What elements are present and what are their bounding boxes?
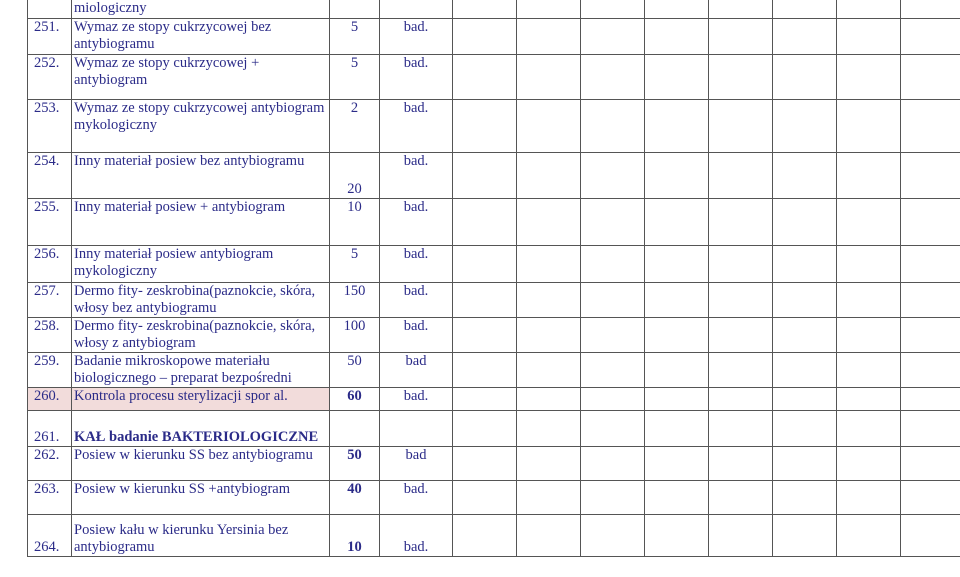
row-unit: bad. [380,199,453,246]
row-unit: bad. [380,55,453,100]
row-number: 258. [28,318,72,353]
row-quantity: 60 [330,388,380,411]
row-unit: bad. [380,153,453,199]
row-quantity: 50 [330,353,380,388]
row-number: 253. [28,100,72,153]
table-row [28,388,960,411]
row-label: miologiczny [72,0,330,19]
row-unit: bad [380,353,453,388]
price-table [27,0,960,557]
table-row [28,353,960,388]
table-row [28,100,960,153]
row-unit: bad. [380,318,453,353]
table-row [28,199,960,246]
row-unit: bad [380,447,453,481]
row-label: Wymaz ze stopy cukrzycowej + antybiogram [72,55,330,100]
row-label: Posiew w kierunku SS +antybiogram [72,481,330,515]
table-row [28,447,960,481]
row-number: 252. [28,55,72,100]
row-quantity [330,411,380,447]
table-row [28,411,960,447]
row-unit: bad. [380,19,453,55]
row-number: 254. [28,153,72,199]
table-row [28,481,960,515]
row-quantity: 150 [330,283,380,318]
row-unit: bad. [380,283,453,318]
row-label: Dermo fity- zeskrobina(paznokcie, skóra, włosy bez antybiogramu [72,283,330,318]
row-number: 251. [28,19,72,55]
row-unit [380,411,453,447]
row-number: 257. [28,283,72,318]
row-quantity: 100 [330,318,380,353]
table-row [28,246,960,283]
row-quantity: 40 [330,481,380,515]
table-row [28,515,960,557]
row-number: 263. [28,481,72,515]
table-row [28,153,960,199]
row-label: Inny materiał posiew + antybiogram [72,199,330,246]
table-row [28,55,960,100]
row-quantity: 5 [330,246,380,283]
row-number: 264. [28,515,72,557]
row-number: 255. [28,199,72,246]
table-row [28,318,960,353]
row-number: 260. [28,388,72,411]
row-number: 259. [28,353,72,388]
row-label: Inny materiał posiew antybiogram mykologiczny [72,246,330,283]
row-number: 262. [28,447,72,481]
row-quantity: 20 [330,153,380,199]
row-unit: bad. [380,515,453,557]
row-label: Dermo fity- zeskrobina(paznokcie, skóra, włosy z antybiogram [72,318,330,353]
row-label: KAŁ badanie BAKTERIOLOGICZNE [72,411,330,447]
row-label: Posiew w kierunku SS bez antybiogramu [72,447,330,481]
table-row [28,283,960,318]
row-quantity: 2 [330,100,380,153]
row-label: Kontrola procesu sterylizacji spor al. [72,388,330,411]
row-number: 256. [28,246,72,283]
row-label: Wymaz ze stopy cukrzycowej antybiogram mykologiczny [72,100,330,153]
row-quantity: 5 [330,19,380,55]
row-quantity: 10 [330,515,380,557]
row-unit: bad. [380,481,453,515]
row-unit: bad. [380,388,453,411]
row-unit: bad. [380,100,453,153]
row-quantity: 10 [330,199,380,246]
row-quantity: 5 [330,55,380,100]
row-number: 261. [28,411,72,447]
row-unit: bad. [380,246,453,283]
row-label: Posiew kału w kierunku Yersinia bez antybiogramu [72,515,330,557]
table-row [28,19,960,55]
row-label: Inny materiał posiew bez antybiogramu [72,153,330,199]
row-quantity: 50 [330,447,380,481]
table-row [28,0,960,19]
row-label: Wymaz ze stopy cukrzycowej bez antybiogramu [72,19,330,55]
row-label: Badanie mikroskopowe materiału biologicznego – preparat bezpośredni [72,353,330,388]
